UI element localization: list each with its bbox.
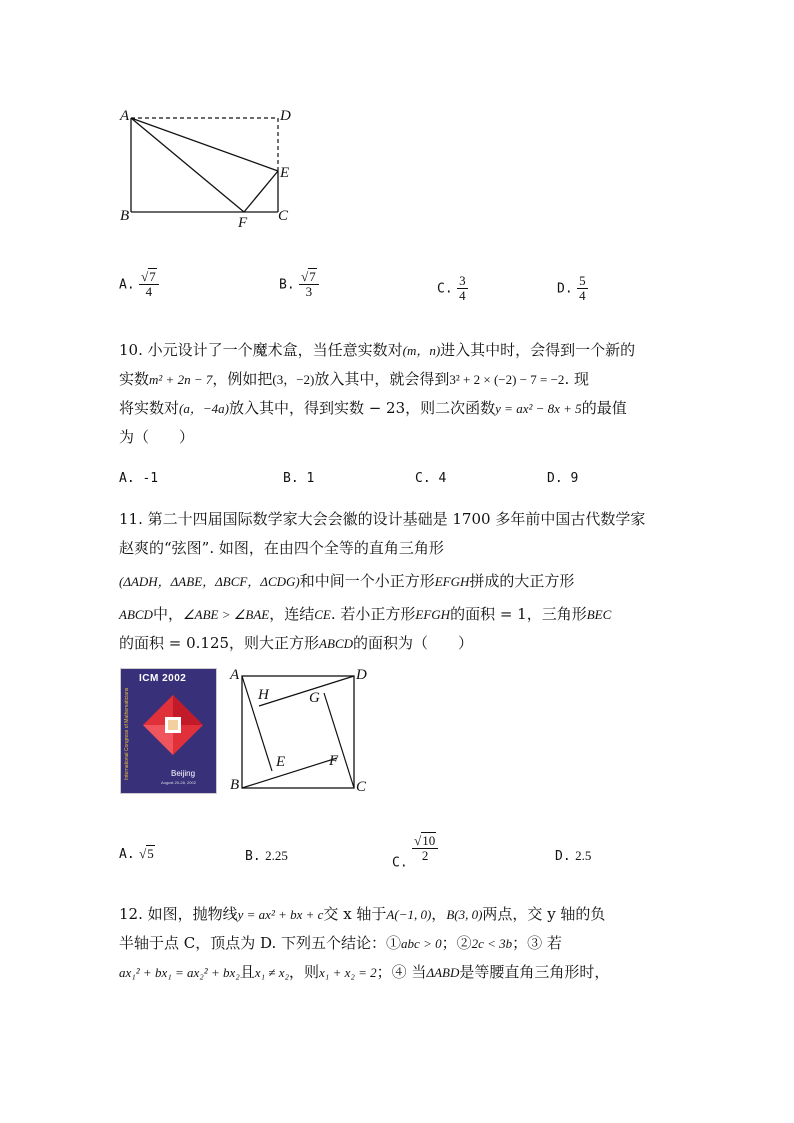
fig2-label-A: A — [230, 667, 240, 683]
logo-dates: August 20-28, 2002 — [161, 780, 196, 785]
fig2-label-C: C — [356, 779, 367, 795]
fig2-label-D: D — [356, 667, 367, 683]
q9-option-a: A. $\frac{√7}{4}$ — [119, 270, 159, 299]
q11-option-d: D. 2.5 — [555, 848, 592, 864]
label-C: C — [278, 208, 289, 224]
q11-option-c: C. $\frac{√10}{2}$ — [392, 834, 438, 871]
figure-rectangle — [110, 100, 310, 235]
q9-option-c: C. $\frac{3}{4}$ — [437, 273, 466, 303]
fig2-label-H: H — [258, 687, 269, 703]
logo-side-text: International Congress of Mathematicians — [124, 687, 130, 780]
q12-text: 12. 如图，抛物线y = ax² + bx + c交 x 轴于A(−1, 0)，B(3, 0)两点，交 y 轴的负 半轴于点 C，顶点为 D. 下列五个结论：①abc > 0；②2c < 3b；③ 若 ax₁² + bx₁ = ax₂² + bx₂且x₁ ≠ x₂，则x₁ + x₂ = 2；④ 当ΔABD是等腰直角三角形时， — [119, 905, 610, 981]
fig2-label-F: F — [329, 753, 339, 769]
logo-title: ICM 2002 — [139, 673, 187, 684]
q11-text: 11. 第二十四届国际数学家大会会徽的设计基础是 1700 多年前中国古代数学家 赵爽的“弦图”. 如图，在由四个全等的直角三角形 (ΔADH，ΔABE，ΔBCF，ΔCDG)和中间一个小正方形EFGH拼成的大正方形 ABCD中，∠ABE > ∠BAE，连结CE. 若小正方形EFGH的面积 = 1，三角形BEC 的面积 = 0.125，则大正方形ABCD的面积为（ ） — [119, 510, 646, 652]
figure-zhao-shuang — [228, 665, 378, 800]
logo-city: Beijing — [171, 769, 196, 778]
q9-option-d: D. $\frac{5}{4}$ — [557, 273, 586, 303]
q9-option-b: B. $\frac{√7}{3}$ — [279, 270, 319, 299]
label-B: B — [120, 208, 130, 224]
q11-option-b: B. 2.25 — [245, 848, 288, 864]
q11-option-a: A. √5 — [119, 846, 154, 862]
fig2-label-B: B — [230, 777, 240, 793]
q10-option-b: B. 1 — [283, 471, 315, 486]
logo-diamond-icon — [141, 693, 205, 757]
label-A: A — [120, 108, 130, 124]
fig2-label-G: G — [309, 690, 320, 706]
q10-option-a: A. -1 — [119, 471, 159, 486]
q10-option-d: D. 9 — [547, 471, 579, 486]
icm-logo — [120, 668, 217, 794]
fig2-label-E: E — [276, 754, 286, 770]
label-F: F — [238, 215, 248, 231]
q10-text: 10. 小元设计了一个魔术盒，当任意实数对(m，n)进入其中时，会得到一个新的 实数m² + 2n − 7，例如把(3，−2)放入其中，就会得到3² + 2 × (−2) − 7 = −2. 现 将实数对(a，−4a)放入其中，得到实数 − 23，则二次函数y = ax² − 8x + 5的最值 为（ ） — [119, 341, 636, 446]
label-E: E — [280, 165, 290, 181]
label-D: D — [280, 108, 291, 124]
q10-option-c: C. 4 — [415, 471, 447, 486]
